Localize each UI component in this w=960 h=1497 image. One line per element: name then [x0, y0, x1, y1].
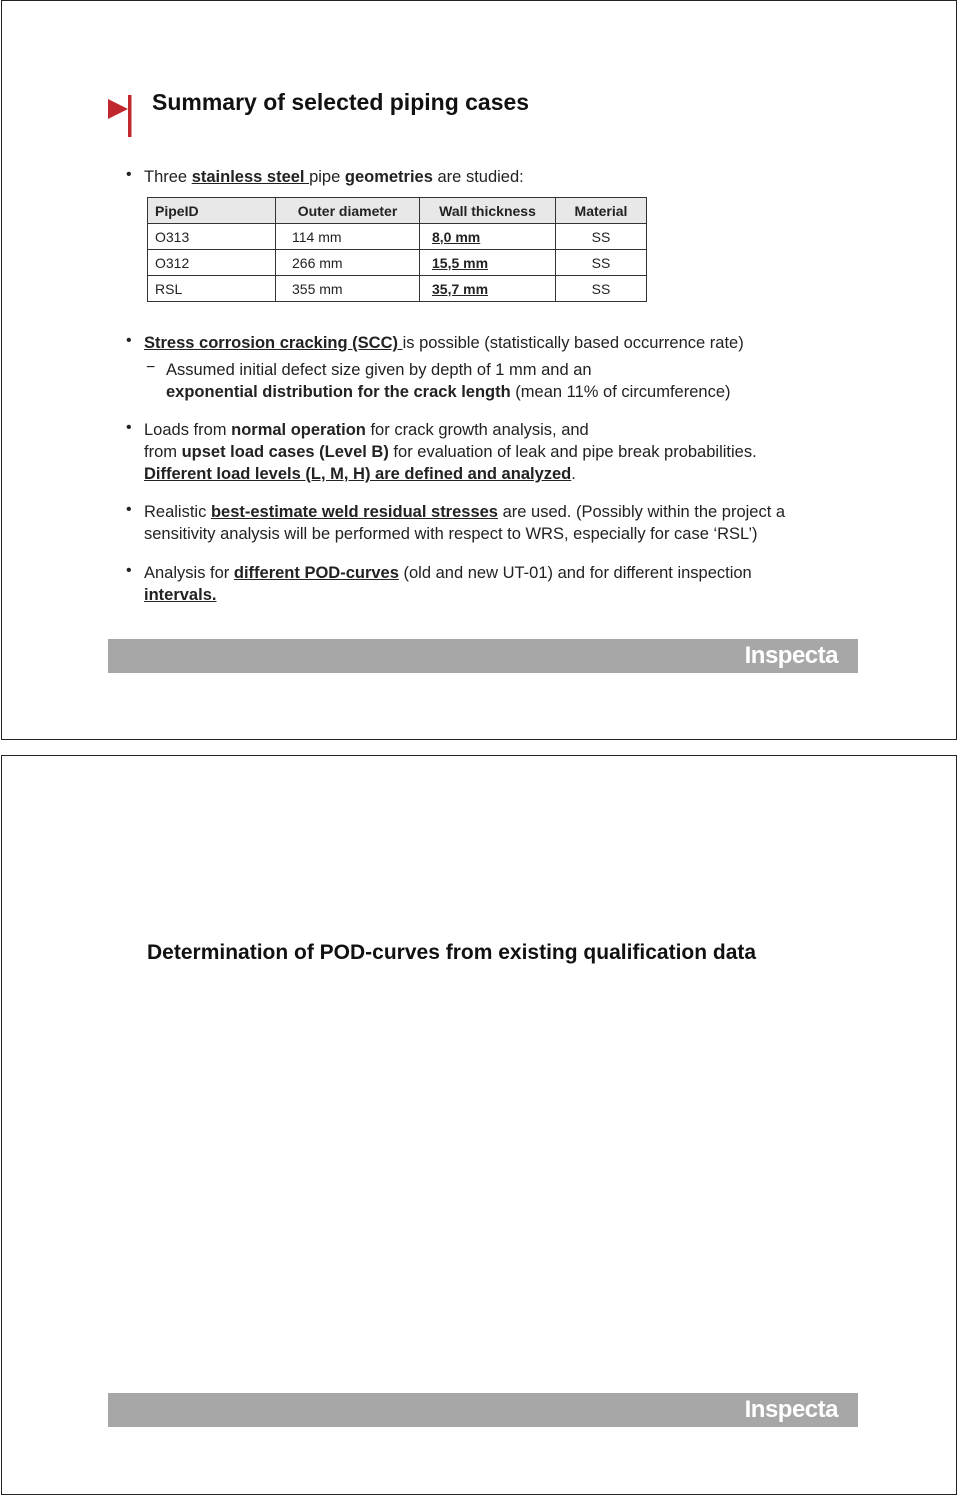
play-marker-icon — [108, 95, 134, 139]
bullet-dot: • — [126, 332, 132, 349]
bullet-dot: • — [126, 166, 132, 183]
wrs-link: best-estimate weld residual stresses — [210, 503, 498, 521]
inspecta-logo: Inspecta — [744, 1396, 838, 1423]
bullet-loads: Loads from normal operation for crack growth analysis, and from upset load cases (Level B) for evaluation of leak and pipe break probabilities. Different load levels (L, M, H) are defined and analyzed. — [144, 421, 757, 483]
footer-bar — [108, 1393, 858, 1427]
col-pipeid: PipeID — [148, 198, 276, 224]
sub-bullet-defect: Assumed initial defect size given by depth of 1 mm and an exponential distribution for the crack length (mean 11% of circumference) — [166, 361, 731, 401]
slide-title: Summary of selected piping cases — [152, 89, 530, 115]
inspecta-logo: Inspecta — [744, 642, 838, 669]
table-row: RSL 355 mm 35,7 mm SS — [148, 276, 647, 302]
bullet-dot: • — [126, 562, 132, 579]
slide-1 — [1, 0, 957, 740]
bullet-dot: • — [126, 501, 132, 518]
sub-bullet-dash: − — [146, 359, 156, 376]
footer-bar — [108, 639, 858, 673]
table-header-row — [148, 198, 647, 224]
col-outer-diameter: Outer diameter — [276, 198, 420, 224]
pod-curves-link: different POD-curves — [233, 564, 399, 582]
bullet-dot: • — [126, 419, 132, 436]
table-row: O313 114 mm 8,0 mm SS — [148, 224, 647, 250]
bullet-pod: Analysis for different POD-curves (old and new UT-01) and for different inspection intervals. — [144, 564, 752, 604]
load-levels-link: Different load levels (L, M, H) are defined and analyzed — [144, 465, 572, 483]
stainless-steel-link: stainless steel — [191, 168, 310, 186]
intervals-link: intervals. — [144, 586, 217, 604]
col-material: Material — [556, 198, 647, 224]
slide-2 — [1, 755, 957, 1495]
pipe-geometry-table — [147, 197, 647, 302]
scc-link: Stress corrosion cracking (SCC) — [144, 334, 403, 352]
col-wall-thickness: Wall thickness — [420, 198, 556, 224]
bullet-scc: Stress corrosion cracking (SCC) is possible (statistically based occurrence rate) — [144, 334, 744, 352]
slide-title: Determination of POD-curves from existing qualification data — [147, 941, 757, 964]
bullet-wrs: Realistic best-estimate weld residual stresses are used. (Possibly within the project a sensitivity analysis will be performed with respect to WRS, especially for case ‘RSL’) — [144, 503, 786, 543]
bullet-geometries: Three stainless steel pipe geometries are studied: — [144, 168, 524, 186]
table-row: O312 266 mm 15,5 mm SS — [148, 250, 647, 276]
